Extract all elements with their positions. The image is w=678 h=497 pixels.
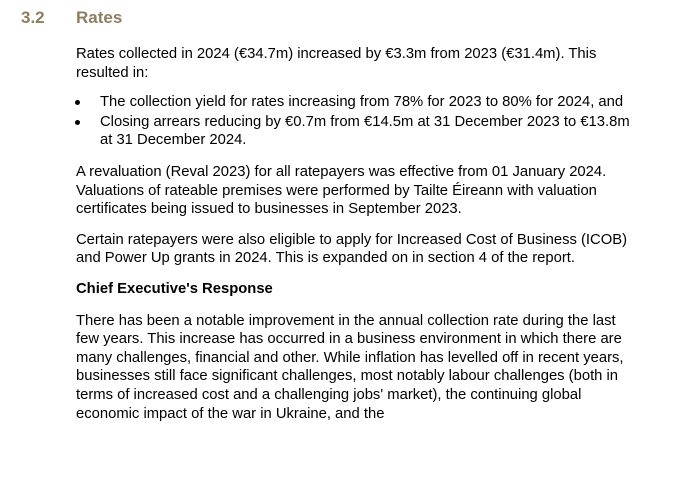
- bullet-icon: [75, 120, 80, 125]
- bullet-icon: [75, 100, 80, 105]
- results-list: [76, 93, 638, 150]
- grants-paragraph: Certain ratepayers were also eligible to apply for Increased Cost of Business (ICOB) and Power Up grants in 2024. This is expanded on in section 4 of the report.: [76, 231, 628, 267]
- response-heading: Chief Executive's Response: [76, 280, 273, 297]
- section-header: [21, 8, 668, 32]
- list-item-text: Closing arrears reducing by €0.7m from €14.5m at 31 December 2023 to €13.8m at 31 December 2024.: [100, 113, 630, 149]
- section-number: 3.2: [21, 8, 45, 27]
- list-item: [76, 93, 638, 112]
- section-title: Rates: [76, 8, 123, 27]
- response-paragraph: There has been a notable improvement in the annual collection rate during the last few years. This increase has occurred in a business environment in which there are many challenges, financial and other. While inflation has levelled off in recent years, businesses still face significant challenges, most notably labour challenges (both in terms of increased cost and a challenging jobs' market), the continuing global economic impact of the war in Ukraine, and the: [76, 312, 624, 422]
- revaluation-paragraph: A revaluation (Reval 2023) for all ratepayers was effective from 01 January 2024. Valuations of rateable premises were performed by Tailte Éireann with valuation certificates being issued to businesses in September 2023.: [76, 163, 607, 218]
- intro-paragraph: Rates collected in 2024 (€34.7m) increased by €3.3m from 2023 (€31.4m). This resulted in:: [76, 46, 597, 81]
- section-body: [76, 45, 638, 423]
- list-item: [76, 113, 638, 150]
- list-item-text: The collection yield for rates increasing from 78% for 2023 to 80% for 2024, and: [100, 94, 624, 111]
